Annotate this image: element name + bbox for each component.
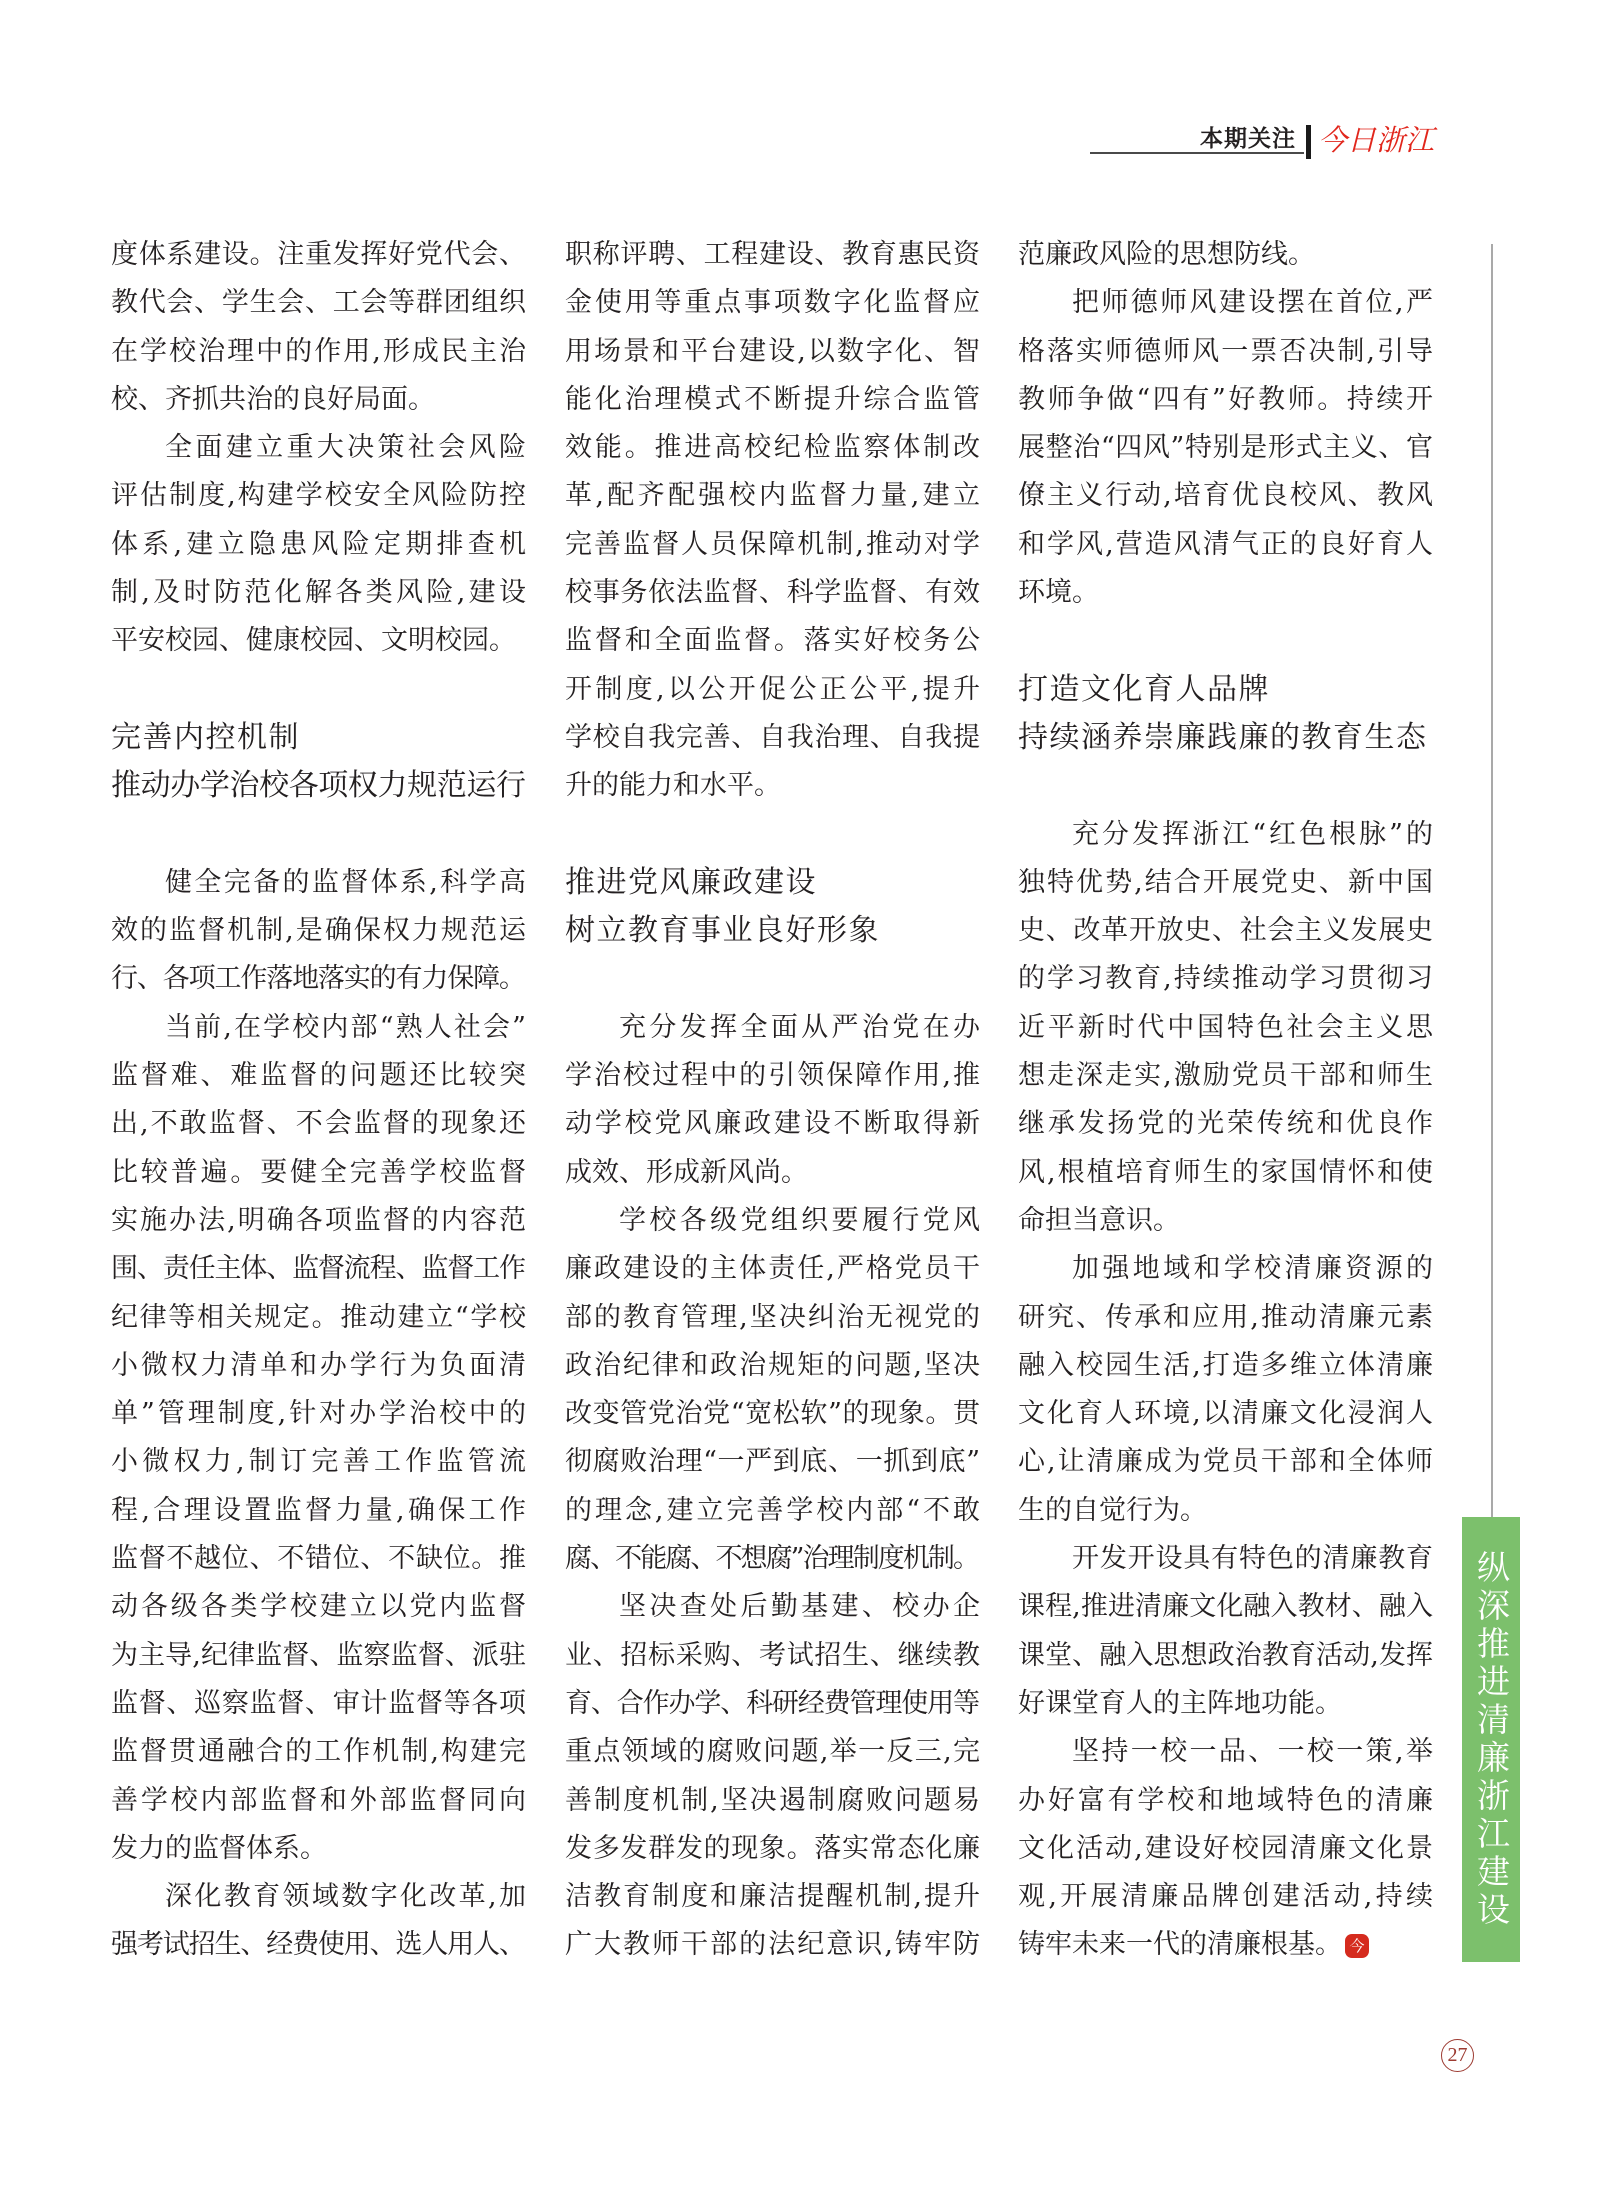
text-line bbox=[1018, 424, 1433, 472]
line-text: 围、责任主体、监督流程、监督工作 bbox=[111, 1253, 525, 1285]
line-text: 升的能力和水平。 bbox=[565, 770, 781, 802]
line-text: 业、招标采购、考试招生、继续教 bbox=[565, 1639, 981, 1671]
line-text: 文化育人环境,以清廉文化浸润人 bbox=[1018, 1398, 1436, 1430]
line-text: 廉政建设的主体责任,严格党员干 bbox=[565, 1253, 983, 1285]
line-text: 小微权力清单和办学行为负面清 bbox=[111, 1349, 529, 1381]
line-text: 效能。推进高校纪检监察体制改 bbox=[565, 432, 983, 464]
line-text: 监督贯通融合的工作机制,构建完 bbox=[111, 1736, 529, 1768]
text-line bbox=[565, 569, 980, 617]
text-line bbox=[1018, 1825, 1436, 1873]
text-line bbox=[565, 714, 980, 762]
text-line bbox=[565, 762, 980, 810]
text-line bbox=[565, 1873, 983, 1921]
text-line bbox=[111, 231, 526, 279]
text-line bbox=[1018, 569, 1433, 617]
line-text: 善学校内部监督和外部监督同向 bbox=[111, 1784, 529, 1816]
line-text: 动各级各类学校建立以党内监督 bbox=[111, 1591, 529, 1623]
text-line bbox=[111, 1342, 529, 1390]
line-text: 校事务依法监督、科学监督、有效 bbox=[565, 577, 981, 609]
section-heading bbox=[1018, 617, 1433, 810]
line-text: 持续涵养崇廉践廉的教育生态 bbox=[1018, 719, 1428, 755]
text-line bbox=[565, 1294, 983, 1342]
text-line bbox=[565, 1197, 984, 1245]
paragraph bbox=[565, 1004, 984, 1197]
text-line bbox=[111, 1100, 529, 1148]
line-text: 育、合作办学、科研经费管理使用等 bbox=[565, 1687, 979, 1719]
text-line bbox=[111, 279, 526, 327]
line-text: 发力的监督体系。 bbox=[111, 1832, 327, 1864]
text-line bbox=[111, 1680, 526, 1728]
line-text: 体系,建立隐患风险定期排查机 bbox=[111, 528, 531, 560]
line-text: 坚持一校一品、一校一策,举 bbox=[1072, 1736, 1436, 1768]
text-line bbox=[111, 1873, 529, 1921]
text-line bbox=[1018, 1632, 1433, 1680]
line-text: 心,让清廉成为党员干部和全体师 bbox=[1018, 1446, 1436, 1478]
text-line bbox=[565, 424, 983, 472]
text-line bbox=[565, 1100, 983, 1148]
text-line bbox=[1018, 472, 1436, 520]
paragraph bbox=[1018, 1535, 1433, 1728]
line-text: 能化治理模式不断提升综合监管 bbox=[565, 383, 983, 415]
line-text: 学校自我完善、自我治理、自我提 bbox=[565, 721, 981, 753]
line-text: 出,不敢监督、不会监督的现象还 bbox=[111, 1108, 529, 1140]
text-line bbox=[111, 328, 529, 376]
paragraph bbox=[1018, 811, 1437, 1246]
line-text: 成效、形成新风尚。 bbox=[565, 1156, 808, 1188]
text-line bbox=[565, 617, 983, 665]
line-text: 改变管党治党“宽松软”的现象。贯 bbox=[565, 1398, 981, 1430]
text-line bbox=[565, 1680, 980, 1728]
line-text: 腐、不能腐、不想腐”治理制度机制。 bbox=[565, 1543, 979, 1575]
text-line bbox=[1018, 1100, 1436, 1148]
magazine-logo: 今日浙江 bbox=[1318, 123, 1435, 157]
text-line bbox=[1018, 1052, 1436, 1100]
text-line bbox=[111, 1583, 529, 1631]
line-text: 当前,在学校内部“熟人社会” bbox=[165, 1011, 529, 1043]
text-line bbox=[565, 1535, 980, 1583]
text-line bbox=[565, 1390, 980, 1438]
sidebar-rule bbox=[1491, 244, 1493, 1517]
text-line bbox=[111, 1004, 529, 1052]
paragraph bbox=[111, 424, 531, 665]
text-line bbox=[111, 1245, 526, 1293]
heading-line bbox=[565, 859, 980, 907]
text-line bbox=[111, 472, 529, 520]
line-text: 部的教育管理,坚决纠治无视党的 bbox=[565, 1301, 983, 1333]
line-text: 近平新时代中国特色社会主义思 bbox=[1018, 1011, 1436, 1043]
line-text: 小微权力,制订完善工作监管流 bbox=[111, 1446, 531, 1478]
text-line bbox=[565, 1777, 983, 1825]
line-text: 监督难、难监督的问题还比较突 bbox=[111, 1060, 529, 1092]
text-line bbox=[111, 1438, 531, 1486]
line-text: 风,根植培育师生的家国情怀和使 bbox=[1018, 1156, 1436, 1188]
article-column-3 bbox=[1018, 231, 1437, 1970]
text-line bbox=[111, 569, 530, 617]
topic-tab bbox=[1462, 1517, 1520, 1962]
line-text: 坚决查处后勤基建、校办企 bbox=[619, 1591, 984, 1623]
line-text: 用场景和平台建设,以数字化、智 bbox=[565, 335, 983, 367]
line-text: 发多发群发的现象。落实常态化廉 bbox=[565, 1832, 981, 1864]
line-text: 为主导,纪律监督、监察监督、派驻 bbox=[111, 1639, 527, 1671]
line-text: 生的自觉行为。 bbox=[1018, 1494, 1207, 1526]
line-text: 加强地域和学校清廉资源的 bbox=[1072, 1253, 1437, 1285]
line-text: 充分发挥全面从严治党在办 bbox=[619, 1011, 984, 1043]
line-text: 推进党风廉政建设 bbox=[565, 864, 817, 900]
section-heading bbox=[111, 666, 526, 859]
line-text: 命担当意识。 bbox=[1018, 1204, 1180, 1236]
line-text: 想走深走实,激励党员干部和师生 bbox=[1018, 1060, 1436, 1092]
text-line bbox=[1018, 328, 1436, 376]
page-number: 27 bbox=[1441, 2039, 1474, 2072]
line-text: 打造文化育人品牌 bbox=[1018, 671, 1270, 707]
text-line bbox=[565, 279, 983, 327]
line-text: 健全完备的监督体系,科学高 bbox=[165, 866, 529, 898]
text-line bbox=[565, 666, 984, 714]
text-line bbox=[1018, 1294, 1436, 1342]
text-line bbox=[565, 472, 984, 520]
line-text: 度体系建设。注重发挥好党代会、 bbox=[111, 239, 527, 270]
paragraph bbox=[111, 1004, 531, 1873]
text-line bbox=[111, 1197, 529, 1245]
line-text: 完善内控机制 bbox=[111, 719, 300, 755]
line-text: 实施办法,明确各项监督的内容范 bbox=[111, 1204, 529, 1236]
line-text: 融入校园生活,打造多维立体清廉 bbox=[1018, 1349, 1436, 1381]
line-text: 的学习教育,持续推动学习贯彻习 bbox=[1018, 963, 1436, 995]
line-text: 僚主义行动,培育优良校风、教风 bbox=[1018, 480, 1436, 512]
paragraph bbox=[565, 1583, 984, 1969]
heading-line bbox=[565, 907, 980, 955]
text-line bbox=[111, 1728, 529, 1776]
text-line bbox=[1018, 955, 1436, 1003]
text-line bbox=[1018, 1921, 1433, 1969]
text-line bbox=[565, 376, 983, 424]
text-line bbox=[1018, 1583, 1433, 1631]
paragraph bbox=[111, 859, 529, 1004]
line-text: 继承发扬党的光荣传统和优良作 bbox=[1018, 1108, 1436, 1140]
line-text: 学治校过程中的引领保障作用,推 bbox=[565, 1060, 983, 1092]
paragraph bbox=[1018, 1245, 1437, 1535]
text-line bbox=[111, 617, 526, 665]
text-line bbox=[111, 907, 529, 955]
text-line bbox=[111, 1390, 529, 1438]
line-text: 完善监督人员保障机制,推动对学 bbox=[565, 528, 983, 560]
line-text: 彻腐败治理“一严到底、一抓到底” bbox=[565, 1446, 981, 1478]
text-line bbox=[1018, 1438, 1436, 1486]
text-line bbox=[1018, 1390, 1436, 1438]
text-line bbox=[565, 1728, 980, 1776]
line-text: 教师争做“四有”好教师。持续开 bbox=[1018, 383, 1436, 415]
paragraph bbox=[565, 1197, 984, 1583]
line-text: 监督不越位、不错位、不缺位。推 bbox=[111, 1543, 527, 1575]
text-line bbox=[111, 1052, 529, 1100]
line-text: 深化教育领域数字化改革,加 bbox=[165, 1881, 529, 1913]
text-line bbox=[1018, 1245, 1437, 1293]
line-text: 金使用等重点事项数字化监督应 bbox=[565, 287, 983, 319]
text-line bbox=[111, 424, 530, 472]
paragraph bbox=[111, 231, 529, 424]
line-text: 制,及时防范化解各类风险,建设 bbox=[111, 577, 530, 609]
section-heading bbox=[565, 811, 980, 1004]
text-line bbox=[1018, 811, 1437, 859]
text-line bbox=[565, 328, 983, 376]
heading-line bbox=[111, 714, 526, 762]
topic-tab-label: 纵深推进清廉浙江建设 bbox=[1472, 1549, 1511, 1930]
header-divider bbox=[1306, 125, 1311, 159]
paragraph bbox=[1018, 1728, 1437, 1969]
line-text: 善制度机制,坚决遏制腐败问题易 bbox=[565, 1784, 983, 1816]
text-line bbox=[1018, 1873, 1437, 1921]
end-mark-icon: 今 bbox=[1345, 1934, 1369, 1958]
text-line bbox=[1018, 907, 1433, 955]
line-text: 比较普遍。要健全完善学校监督 bbox=[111, 1156, 529, 1188]
line-text: 洁教育制度和廉洁提醒机制,提升 bbox=[565, 1881, 983, 1913]
heading-line bbox=[1018, 666, 1433, 714]
text-line bbox=[565, 1825, 980, 1873]
line-text: 平安校园、健康校园、文明校园。 bbox=[111, 625, 516, 657]
paragraph bbox=[111, 1873, 529, 1970]
line-text: 职称评聘、工程建设、教育惠民资 bbox=[565, 239, 981, 270]
text-line bbox=[111, 1149, 529, 1197]
paragraph bbox=[565, 231, 984, 811]
line-text: 办好富有学校和地域特色的清廉 bbox=[1018, 1784, 1436, 1816]
text-line bbox=[1018, 1197, 1433, 1245]
text-line bbox=[565, 231, 980, 279]
article-column-1 bbox=[111, 231, 531, 1970]
line-text: 文化活动,建设好校园清廉文化景 bbox=[1018, 1832, 1436, 1864]
line-text: 开发开设具有特色的清廉教育 bbox=[1072, 1543, 1434, 1575]
text-line bbox=[565, 521, 983, 569]
text-line bbox=[111, 1632, 526, 1680]
line-text: 单”管理制度,针对办学治校中的 bbox=[111, 1398, 529, 1430]
text-line bbox=[111, 376, 526, 424]
heading-line bbox=[1018, 714, 1433, 762]
line-text: 开制度,以公开促公正公平,提升 bbox=[565, 673, 984, 705]
line-text: 程,合理设置监督力量,确保工作 bbox=[111, 1494, 530, 1526]
line-text: 的理念,建立完善学校内部“不敢 bbox=[565, 1494, 983, 1526]
line-text: 革,配齐配强校内监督力量,建立 bbox=[565, 480, 984, 512]
line-text: 学校各级党组织要履行党风 bbox=[619, 1204, 984, 1236]
text-line bbox=[565, 1632, 980, 1680]
text-line bbox=[565, 1487, 983, 1535]
paragraph bbox=[1018, 279, 1436, 617]
line-text: 和学风,营造风清气正的良好育人 bbox=[1018, 528, 1436, 560]
text-line bbox=[1018, 1680, 1433, 1728]
text-line bbox=[1018, 521, 1436, 569]
text-line bbox=[1018, 376, 1436, 424]
line-text: 课程,推进清廉文化融入教材、融入 bbox=[1018, 1591, 1434, 1623]
line-text: 监督和全面监督。落实好校务公 bbox=[565, 625, 983, 657]
line-text: 效的监督机制,是确保权力规范运 bbox=[111, 915, 529, 947]
line-text: 研究、传承和应用,推动清廉元素 bbox=[1018, 1301, 1436, 1333]
text-line bbox=[1018, 1728, 1436, 1776]
line-text: 广大教师干部的法纪意识,铸牢防 bbox=[565, 1929, 983, 1961]
text-line bbox=[111, 1294, 526, 1342]
text-line bbox=[565, 1921, 983, 1969]
line-text: 独特优势,结合开展党史、新中国 bbox=[1018, 866, 1436, 898]
line-text: 推动办学治校各项权力规范运行 bbox=[111, 768, 526, 804]
line-text: 范廉政风险的思想防线。 bbox=[1018, 239, 1315, 270]
text-line bbox=[1018, 1149, 1436, 1197]
text-line bbox=[111, 521, 531, 569]
text-line bbox=[1018, 231, 1433, 279]
line-text: 强考试招生、经费使用、选人用人、 bbox=[111, 1929, 525, 1961]
line-text: 把师德师风建设摆在首位,严 bbox=[1072, 287, 1436, 319]
line-text: 观,开展清廉品牌创建活动,持续 bbox=[1018, 1881, 1437, 1913]
line-text: 展整治“四风”特别是形式主义、官 bbox=[1018, 432, 1434, 464]
line-text: 教代会、学生会、工会等群团组织 bbox=[111, 287, 527, 319]
line-text: 重点领域的腐败问题,举一反三,完 bbox=[565, 1736, 982, 1768]
line-text: 课堂、融入思想政治教育活动,发挥 bbox=[1018, 1639, 1434, 1671]
text-line bbox=[111, 955, 526, 1003]
text-line bbox=[565, 1245, 983, 1293]
text-line bbox=[1018, 279, 1436, 327]
text-line bbox=[565, 1583, 984, 1631]
text-line bbox=[565, 1342, 983, 1390]
line-text: 动学校党风廉政建设不断取得新 bbox=[565, 1108, 983, 1140]
text-line bbox=[565, 1438, 980, 1486]
line-text: 政治纪律和政治规矩的问题,坚决 bbox=[565, 1349, 983, 1381]
line-text: 树立教育事业良好形象 bbox=[565, 913, 880, 949]
text-line bbox=[565, 1004, 984, 1052]
line-text: 全面建立重大决策社会风险 bbox=[165, 432, 530, 464]
text-line bbox=[111, 1487, 530, 1535]
text-line bbox=[565, 1149, 980, 1197]
line-text: 监督、巡察监督、审计监督等各项 bbox=[111, 1687, 527, 1719]
line-text: 评估制度,构建学校安全风险防控 bbox=[111, 480, 529, 512]
line-text: 行、各项工作落地落实的有力保障。 bbox=[111, 963, 525, 995]
heading-line bbox=[111, 762, 526, 810]
line-text: 好课堂育人的主阵地功能。 bbox=[1018, 1687, 1342, 1719]
line-text: 充分发挥浙江“红色根脉”的 bbox=[1072, 818, 1437, 850]
line-text: 史、改革开放史、社会主义发展史 bbox=[1018, 915, 1434, 947]
article-column-2 bbox=[565, 231, 984, 1970]
text-line bbox=[1018, 1535, 1433, 1583]
text-line bbox=[111, 859, 529, 907]
text-line bbox=[1018, 1342, 1436, 1390]
text-line bbox=[111, 1535, 526, 1583]
line-text: 校、齐抓共治的良好局面。 bbox=[111, 383, 435, 415]
text-line bbox=[565, 1052, 983, 1100]
line-text: 铸牢未来一代的清廉根基。 bbox=[1018, 1929, 1342, 1961]
text-line bbox=[111, 1777, 529, 1825]
text-line bbox=[111, 1825, 526, 1873]
paragraph bbox=[1018, 231, 1433, 279]
line-text: 环境。 bbox=[1018, 577, 1099, 609]
text-line bbox=[1018, 1777, 1436, 1825]
text-line bbox=[1018, 859, 1436, 907]
text-line bbox=[1018, 1487, 1433, 1535]
section-label: 本期关注 bbox=[1200, 126, 1296, 152]
line-text: 在学校治理中的作用,形成民主治 bbox=[111, 335, 529, 367]
line-text: 纪律等相关规定。推动建立“学校 bbox=[111, 1301, 528, 1333]
text-line bbox=[1018, 1004, 1436, 1052]
text-line bbox=[111, 1921, 526, 1969]
line-text: 格落实师德师风一票否决制,引导 bbox=[1018, 335, 1436, 367]
